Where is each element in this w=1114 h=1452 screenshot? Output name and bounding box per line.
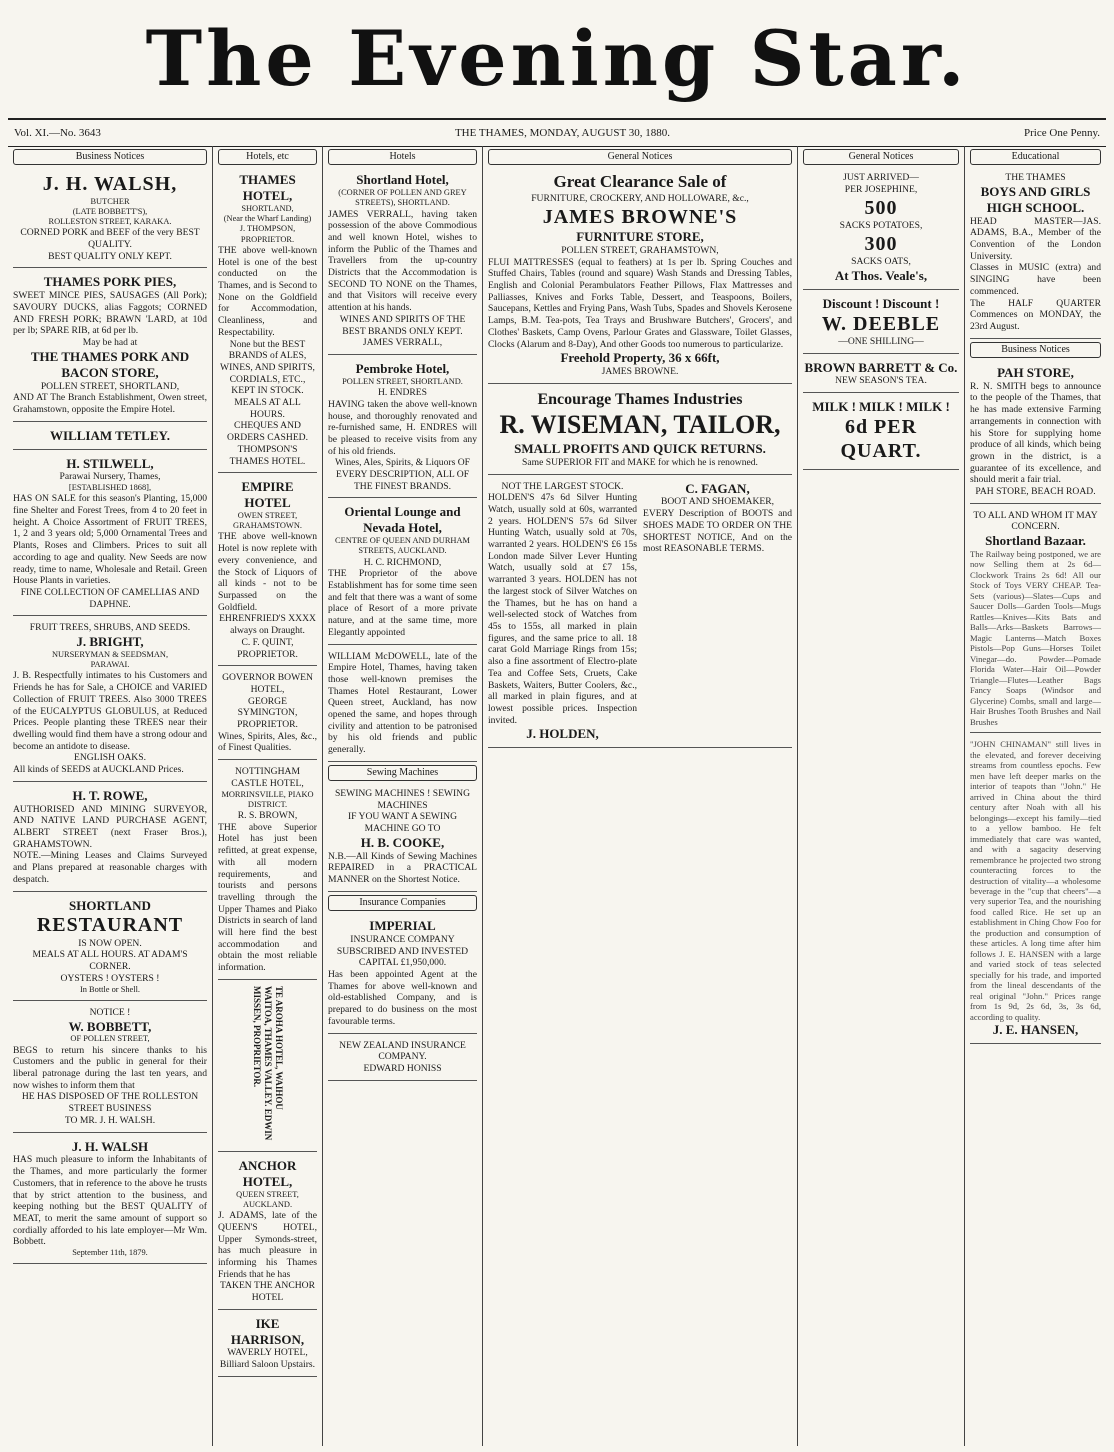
ad-address: CENTRE OF QUEEN AND DURHAM STREETS, AUCKLAND. — [335, 536, 470, 556]
ad-address: OWEN STREET, GRAHAMSTOWN. — [233, 510, 302, 531]
ad-text: BEGS to return his sincere thanks to his Customers and the public in general for their liberal patronage during the last ten years, and now wishes to inform them that — [13, 1044, 207, 1091]
column-general-notices-2 — [798, 146, 965, 1446]
column-educational — [965, 146, 1106, 1446]
ad-name: IMPERIAL — [369, 918, 436, 934]
ad-name: H. B. COOKE, — [360, 834, 445, 850]
ad-name: C. FAGAN, — [685, 480, 750, 496]
ad-address: POLLEN STREET, SHORTLAND. — [342, 376, 463, 386]
ad-text: Wines, Ales, Spirits, & Liquors OF EVERY DESCRIPTION, ALL OF THE FINEST BRANDS. — [335, 457, 470, 492]
ad-william-tetley: WILLIAM TETLEY. — [13, 425, 207, 450]
ad-anchor-hotel — [218, 1155, 317, 1310]
ad-text: CHEQUES AND ORDERS CASHED. — [226, 420, 309, 444]
ad-text: THE above well-known Hotel is one of the best conducted on the Thames, and is Second to None on the Goldfield for Accommodation, Cleanliness, and Respectability. — [218, 244, 317, 338]
ad-text: BEST QUALITY ONLY KEPT. — [48, 250, 172, 262]
ad-text: PER JOSEPHINE, — [844, 183, 918, 195]
ad-text: EHRENFRIED'S XXXX always on Draught. — [219, 613, 316, 637]
ad-text: EDWARD HONISS — [363, 1062, 442, 1074]
column-business-notices — [8, 146, 213, 1446]
ad-text: Billiard Saloon Upstairs. — [219, 1359, 316, 1371]
ad-trade: BUTCHER — [90, 196, 130, 206]
ad-te-aroha-hotel — [218, 983, 317, 1152]
ad-address: ROLLESTON STREET, KARAKA. — [48, 217, 172, 227]
ad-heading: Great Clearance Sale of — [553, 172, 727, 192]
ad-trade: Parawai Nursery, Thames, — [59, 471, 161, 483]
ad-address: PARAWAI. — [90, 660, 130, 670]
section-heading: General Notices — [488, 149, 792, 165]
ad-text: The HALF QUARTER Commences on MONDAY, the 23rd August. — [970, 297, 1101, 332]
ad-name: RESTAURANT — [36, 914, 184, 937]
ad-quantity: 300 — [864, 232, 898, 255]
ad-heading: THE THAMES PORK AND BACON STORE, — [30, 348, 190, 380]
ad-text: TAKEN THE ANCHOR HOTEL — [220, 1280, 315, 1304]
ad-text: FLUI MATTRESSES (equal to feathers) at 1s per lb. Spring Couches and Stuffed Chairs, Tables (round and square) Wash Stands and Dressing Tables, English and Colonial Perambulators Feather Pillows, Flax Mattresses and Palliasses, Knives and Forks Table, Dessert, and Teaspoons, Boilers, Saucepans, Kettles and Frying Pans, Wash Tubs, Spades and Shovels Kerosene Lamps, B.M. Tea-pots, Tea Trays and Brushware Butchers', Grocers', and Clothes' Baskets, Camp Ovens, Parlour Grates and Glassware, Toilet Glasses, Clocks (Alarum and 8-Day), And other Goods too numerous to particularize. — [488, 256, 792, 350]
ad-name: H. T. ROWE, — [72, 787, 148, 803]
ad-shortland-hotel — [328, 169, 477, 355]
ad-pah-store — [970, 362, 1101, 504]
ad-walsh-notice — [13, 1136, 207, 1265]
ad-heading: Encourage Thames Industries — [537, 390, 743, 408]
ad-fagan — [643, 481, 792, 743]
ad-text: N.B.—All Kinds of Sewing Machines REPAIRED in a PRACTICAL MANNER on the Shortest Notice. — [328, 850, 477, 886]
ad-heading: Discount ! Discount ! — [822, 295, 940, 311]
ad-name: THAMES PORK PIES, — [43, 274, 177, 290]
ad-rotated-text: TE AROHA HOTEL, WAIHOU WAITOA, THAMES VALLEY. EDWIN MISSEN, PROPRIETOR. — [252, 985, 284, 1141]
ad-pembroke-hotel — [328, 358, 477, 498]
ad-deeble — [803, 293, 959, 354]
ad-bobbett-notice — [13, 1004, 207, 1133]
ad-text: FINE COLLECTION OF CAMELLIAS AND DAPHNE. — [20, 586, 200, 610]
ad-text: SACKS OATS, — [851, 256, 911, 268]
ad-text: THOMPSON'S THAMES HOTEL. — [229, 443, 306, 467]
ad-name: JAMES BROWNE'S — [542, 205, 738, 228]
price: Price One Penny. — [1024, 127, 1100, 139]
ad-name: Oriental Lounge and Nevada Hotel, — [344, 504, 461, 536]
ad-name: NOTTINGHAM CASTLE HOTEL, — [231, 766, 304, 789]
ad-text: MEALS AT ALL HOURS. — [234, 397, 301, 420]
ad-address: MORRINSVILLE, PIAKO DISTRICT. — [221, 789, 314, 809]
section-heading: Business Notices — [970, 342, 1101, 358]
ad-note: [ESTABLISHED 1868], — [68, 483, 152, 493]
ad-rowe-surveyor — [13, 785, 207, 892]
ad-text: JAMES VERRALL, having taken possession of the above Commodious and well known Hotel, wishes to inform the Public of the Thames and Travellers from the up-country Districts that the Accommodation is SECOND TO NONE on the Thames, and that Visitors will receive every attention at his hands. — [328, 208, 477, 314]
section-heading: Business Notices — [13, 149, 207, 165]
ad-text: SACKS POTATOES, — [839, 219, 923, 231]
ad-text: SWEET MINCE PIES, SAUSAGES (All Pork); SAVOURY DUCKS, alias Faggots; CORNED AND FRESH PORK; BRAWN 'LARD, at 10d per lb; SPARE RIB, at 6d per lb. — [13, 290, 207, 337]
ad-address: SHORTLAND, — [241, 203, 294, 213]
ad-name: J. H. WALSH, — [42, 173, 178, 196]
ad-name: PAH STORE, — [997, 364, 1074, 380]
ad-name: EMPIRE HOTEL — [241, 479, 294, 511]
ad-wiseman-tailor — [488, 387, 792, 475]
ad-text: TO MR. J. H. WALSH. — [64, 1114, 156, 1126]
ad-name: W. DEEBLE — [821, 312, 941, 335]
ad-address: PAH STORE, BEACH ROAD. — [975, 486, 1096, 498]
section-heading: Insurance Companies — [328, 895, 477, 911]
ad-name: ANCHOR HOTEL, — [238, 1157, 297, 1189]
ad-holden — [488, 481, 637, 743]
ad-text: R. N. SMITH begs to announce to the people of the Thames, that he has made extensive Farming arrangements in connection with his Store for supplying home produce of all kinds, which being grown in the district, is a guarantee of its excellence, and should merit a fair trial. — [970, 380, 1101, 486]
ad-quantity: 500 — [864, 196, 898, 219]
ad-thames-pork-store — [13, 271, 207, 421]
ad-heading: SEWING MACHINES ! SEWING MACHINES — [334, 788, 471, 811]
ad-name: Shortland Bazaar. — [985, 533, 1086, 549]
section-heading: Sewing Machines — [328, 765, 477, 781]
ad-name: W. BOBBETT, — [68, 1018, 152, 1034]
ad-nz-insurance — [328, 1037, 477, 1081]
ad-text: "JOHN CHINAMAN" still lives in the elevated, and forever deceiving streams from countless epochs. Few men have left deeper marks on the interior of teapots than "John." He arrived in China about the third century after Noah with all his belongings—except his family—tied to a yellow bamboo. He felt immediately that care was wanted, and with a sagacity deserving remembrance he projected two strong counteracting forces to the destruction of vitality—a wholesome beverage in the "cup that cheers"—a very superior Tea, and the nourishing food called Rice. He set up an establishment in Ching Chow Foo for the production and consumption of these articles. A long time after him follows J. E. HANSEN with a large and varied stock of teas selected specially for his trade, and imported from the lineal descendants of the real original "John." Prices range from 1s 9d, 2s 6d, 3s, 3s 6d, according to quality. — [970, 739, 1101, 1022]
ad-shortland-restaurant — [13, 895, 207, 1001]
place-date: THE THAMES, MONDAY, AUGUST 30, 1880. — [454, 127, 670, 139]
ad-name: Shortland Hotel, — [356, 172, 449, 188]
columns — [8, 146, 1106, 1446]
ad-name: IKE HARRISON, — [230, 1315, 305, 1347]
ad-name: H. STILWELL, — [66, 455, 154, 471]
ad-proprietor: R. S. BROWN, — [237, 810, 298, 822]
ad-governor-bowen-hotel — [218, 669, 317, 760]
ad-name: GOVERNOR BOWEN HOTEL, — [222, 672, 313, 695]
ad-address: (CORNER OF POLLEN AND GREY STREETS), SHORTLAND. — [338, 188, 467, 208]
ad-text: AUTHORISED AND MINING SURVEYOR, AND NATIVE LAND PURCHASE AGENT, ALBERT STREET (next Fraser Bros.), GRAHAMSTOWN. — [13, 803, 207, 850]
ad-text: Classes in MUSIC (extra) and SINGING have been commenced. — [970, 262, 1101, 297]
ad-text: HAVING taken the above well-known house, and thoroughly renovated and re-furnished same, H. ENDRES will be pleased to receive visits from any of his old friends. — [328, 398, 477, 457]
ad-text: Wines, Spirits, Ales, &c., of Finest Qualities. — [218, 730, 317, 754]
ad-text: HEAD MASTER—JAS. ADAMS, B.A., Member of the Convention of the London University. — [970, 215, 1101, 262]
column-hotels — [323, 146, 483, 1446]
ad-price: 6d PER QUART. — [840, 416, 922, 463]
ad-text: FURNITURE, CROCKERY, AND HOLLOWARE, &c., — [531, 192, 749, 204]
ad-text: HE HAS DISPOSED OF THE ROLLESTON STREET BUSINESS — [21, 1091, 199, 1115]
ad-high-school — [970, 169, 1101, 338]
section-heading: Hotels — [328, 149, 477, 165]
ad-imperial-insurance — [328, 915, 477, 1033]
ad-milk — [803, 396, 959, 470]
ad-shortland-bazaar — [970, 507, 1101, 734]
ad-name: J. H. WALSH — [71, 1138, 149, 1154]
ad-text: Same SUPERIOR FIT and MAKE for which he is renowned. — [522, 456, 758, 468]
ad-name: NEW ZEALAND INSURANCE COMPANY. — [339, 1039, 466, 1063]
ad-hansen — [970, 736, 1101, 1044]
ad-name: J. E. HANSEN, — [992, 1022, 1079, 1038]
ad-address: QUEEN STREET, AUCKLAND. — [236, 1189, 299, 1209]
ad-james-browne — [488, 169, 792, 384]
newspaper-title: The Evening Star. — [145, 14, 969, 103]
ad-text: In Bottle or Shell. — [79, 984, 140, 994]
ad-trade: NURSERYMAN & SEEDSMAN, — [51, 649, 169, 659]
ad-text: THE above well-known Hotel is now replete with every convenience, and the Stock of Liquors of all kinds - not to be Surpassed on the Goldfield. — [218, 531, 317, 613]
ad-text: IS NOW OPEN. — [78, 937, 142, 949]
ad-stilwell-nursery — [13, 453, 207, 617]
ad-name: BOYS AND GIRLS HIGH SCHOOL. — [980, 183, 1091, 215]
ad-empire-hotel — [218, 476, 317, 666]
ad-name: At Thos. Veale's, — [834, 267, 928, 283]
ad-heading: NOT THE LARGEST STOCK. — [501, 480, 624, 492]
ad-text: Has been appointed Agent at the Thames for above well-known and old-established Company, and is prepared to do business on the most favourable terms. — [328, 969, 477, 1027]
ad-text: J. B. Respectfully intimates to his Customers and Friends he has for Sale, a CHOICE and VARIED Collection of FRUIT TREES. Also 3000 TREES of the EUCALYPTUS GLOBULUS, at Reduced Prices. People planting these TREES near their dwelling would find them have a strong odour and become an antidote to disease. — [13, 670, 207, 752]
ad-brown-barrett — [803, 357, 959, 394]
ad-text: The Railway being postponed, we are now Selling them at 2s 6d—Clockwork Trains 2s 6d! All our Stock of Toys VERY CHEAP. Tea-Sets (various)—Slates—Cups and Saucer Dolls—Garden Tools—Mugs Rattles—Knives—Kits Bats and Balls—Arks—Baskets Barrows—Magic Lanterns—Match Boxes Pistols—Pop Guns—Horses Toilet Vinegar—do. Powder—Pomade Florida Water—Hair Oil—Powder Triangle—Flutes—Leather Bags Fancy Soaps (Windsor and Glycerine) Combs, small and large—Hair Brushes Tooth Brushes and Nail Brushes — [970, 548, 1101, 727]
column-general-notices — [483, 146, 798, 1446]
ad-address: POLLEN STREET, GRAHAMSTOWN, — [561, 244, 719, 256]
ad-text: NEW SEASON'S TEA. — [835, 375, 927, 387]
ad-proprietor: H. C. RICHMOND, — [363, 556, 442, 568]
ad-proprietor: C. F. QUINT, PROPRIETOR. — [237, 636, 298, 660]
ad-name: J. BRIGHT, — [76, 634, 144, 650]
ad-text: IF YOU WANT A SEWING MACHINE GO TO — [347, 811, 458, 835]
ad-text: —ONE SHILLING— — [838, 335, 924, 347]
ad-walsh-butcher — [13, 169, 207, 268]
ad-text: AND AT The Branch Establishment, Owen street, Grahamstown, opposite the Empire Hotel. — [13, 392, 207, 415]
ad-proprietor: J. THOMPSON, PROPRIETOR. — [239, 224, 296, 244]
ad-note: (LATE BOBBETT'S), — [72, 206, 148, 216]
ad-mcdowell: WILLIAM McDOWELL, late of the Empire Hotel, Thames, having taken those well-known premises the Thames Hotel Restaurant, Lower Queen street, Auckland, has now opened the same, and hopes through civility and attention to be patronised by his old friends and public generally. — [328, 648, 477, 762]
masthead — [0, 0, 1114, 118]
section-heading: Hotels, etc — [218, 149, 317, 165]
ad-oriental-lounge — [328, 501, 477, 644]
ad-sewing-machines — [328, 785, 477, 892]
ad-text: OYSTERS ! OYSTERS ! — [60, 972, 160, 984]
ad-thames-hotel — [218, 169, 317, 473]
ad-proprietor: JAMES VERRALL, — [362, 337, 443, 349]
ad-text: May be had at — [82, 337, 138, 349]
ad-nottingham-castle-hotel — [218, 763, 317, 980]
ad-text: All kinds of SEEDS at AUCKLAND Prices. — [13, 764, 184, 776]
ad-text: THE above Superior Hotel has just been refitted, at great expense, with all modern requirements, and tourists and persons travelling through the Upper Thames and Piako Districts in search of land will here find the best accommodation and obtain the most reliable information. — [218, 821, 317, 974]
ad-name: Pembroke Hotel, — [355, 360, 450, 376]
ad-text: ENGLISH OAKS. — [74, 752, 146, 764]
ad-heading: THE THAMES — [1005, 172, 1066, 184]
ad-proprietor: GEORGE SYMINGTON, PROPRIETOR. — [237, 695, 298, 731]
ad-row — [488, 478, 792, 749]
ad-date: September 11th, 1879. — [72, 1248, 148, 1258]
ad-address: OF POLLEN STREET, — [70, 1034, 150, 1044]
ad-text: HAS much pleasure to inform the Inhabitants of the Thames, and more particularly the former Customers, that in reference to the above he trusts that by strict attention to the business, and keeping nothing but the BEST QUALITY of MEAT, to merit the same amount of support so cordially afforded to his late employer—Mr Wm. Bobbett. — [13, 1154, 207, 1248]
ad-text: NOTE.—Mining Leases and Claims Surveyed and Plans prepared at reasonable charges with despatch. — [13, 850, 207, 885]
ad-text: EVERY Description of BOOTS and SHOES MADE TO ORDER ON THE SHORTEST NOTICE, And on the most REASONABLE TERMS. — [643, 508, 792, 555]
ad-name: J. HOLDEN, — [526, 726, 599, 742]
ad-text: BOOT AND SHOEMAKER, — [660, 496, 775, 508]
ad-name: R. WISEMAN, TAILOR, — [499, 410, 781, 440]
ad-text: HAS ON SALE for this season's Planting, 15,000 fine Shelter and Forest Trees, from 4 to 20 feet in height. A Choice Assortment of FRUIT TREES, 1, 2 and 3 years old; 5,000 Ornamental Trees and Plants, Roses and Climbers. Prices to suit all according to age and quality. New Seeds are now ready, time to name, Wholesale and Retail. Green House Plants in varieties. — [13, 493, 207, 587]
dateline — [8, 118, 1106, 147]
ad-text: WAVERLY HOTEL, — [227, 1347, 308, 1359]
ad-text: SUBSCRIBED AND INVESTED CAPITAL £1,950,000. — [336, 945, 469, 969]
ad-text: WINES AND SPIRITS OF THE BEST BRANDS ONLY KEPT. — [339, 313, 466, 337]
ad-text: None but the BEST BRANDS of ALES, WINES, AND SPIRITS, CORDIALS, ETC., KEPT IN STOCK. — [220, 338, 315, 397]
ad-name: BROWN BARRETT & Co. — [804, 359, 958, 375]
section-heading: General Notices — [803, 149, 959, 165]
ad-bright-nursery — [13, 619, 207, 781]
ad-text: HOLDEN'S 47s 6d Silver Hunting Watch, usually sold at 60s, warranted 2 years. HOLDEN'S 57s 6d Silver Hunting Watch, usually sold at 70s, warranted 2 years. HOLDEN'S £6 15s London made Silver Lever Hunting Watch, usually sold at £7 15s, warranted 3 years. HOLDEN has not the largest stock of Silver Watches on the Thames, but he has on hand a well-selected stock of Watches from 45s to 155s, all marked in plain figures, and the same price to all. 18 carat Gold Marriage Rings from 15s; also a fine assortment of Electro-plate Tea and Coffee Sets, Cruets, Cake Baskets, Waiters, Butter Coolers, &c., all marked in plain figures, and at lowest possible prices. Inspection invited. — [488, 492, 637, 726]
ad-text: Freehold Property, 36 x 66ft, — [560, 350, 720, 366]
ad-veale — [803, 169, 959, 289]
ad-text: MEALS AT ALL HOURS. AT ADAM'S CORNER. — [32, 949, 188, 973]
ad-text: CORNED PORK and BEEF of the very BEST QUALITY. — [20, 227, 200, 251]
ad-heading: FRUIT TREES, SHRUBS, AND SEEDS. — [29, 622, 191, 634]
ad-heading: JUST ARRIVED— — [843, 172, 919, 184]
ad-name: THAMES HOTEL, — [239, 172, 296, 204]
ad-proprietor: H. ENDRES — [377, 387, 428, 399]
section-heading: Educational — [970, 149, 1101, 165]
ad-text: J. ADAMS, late of the QUEEN'S HOTEL, Upper Symonds-street, has much pleasure in informing his Thames Friends that he has — [218, 1210, 317, 1280]
ad-heading: SHORTLAND — [69, 897, 151, 913]
column-hotels-etc — [213, 146, 323, 1446]
ad-text: SMALL PROFITS AND QUICK RETURNS. — [514, 441, 766, 456]
ad-ike-harrison — [218, 1313, 317, 1377]
ad-heading: MILK ! MILK ! MILK ! — [812, 399, 950, 415]
ad-heading: TO ALL AND WHOM IT MAY CONCERN. — [973, 509, 1098, 533]
ad-text: THE Proprietor of the above Establishment has for some time seen and felt that there was a want of some place of Resort of a more private nature, and at the same time, more Elegantly appointed — [328, 568, 477, 638]
ad-text: JAMES BROWNE. — [601, 366, 679, 378]
ad-note: (Near the Wharf Landing) — [223, 214, 312, 224]
ad-text: FURNITURE STORE, — [576, 229, 704, 245]
volume-number: Vol. XI.—No. 3643 — [14, 127, 101, 139]
ad-heading: NOTICE ! — [89, 1006, 131, 1018]
ad-text: INSURANCE COMPANY — [350, 933, 455, 945]
ad-address: POLLEN STREET, SHORTLAND, — [40, 380, 180, 392]
